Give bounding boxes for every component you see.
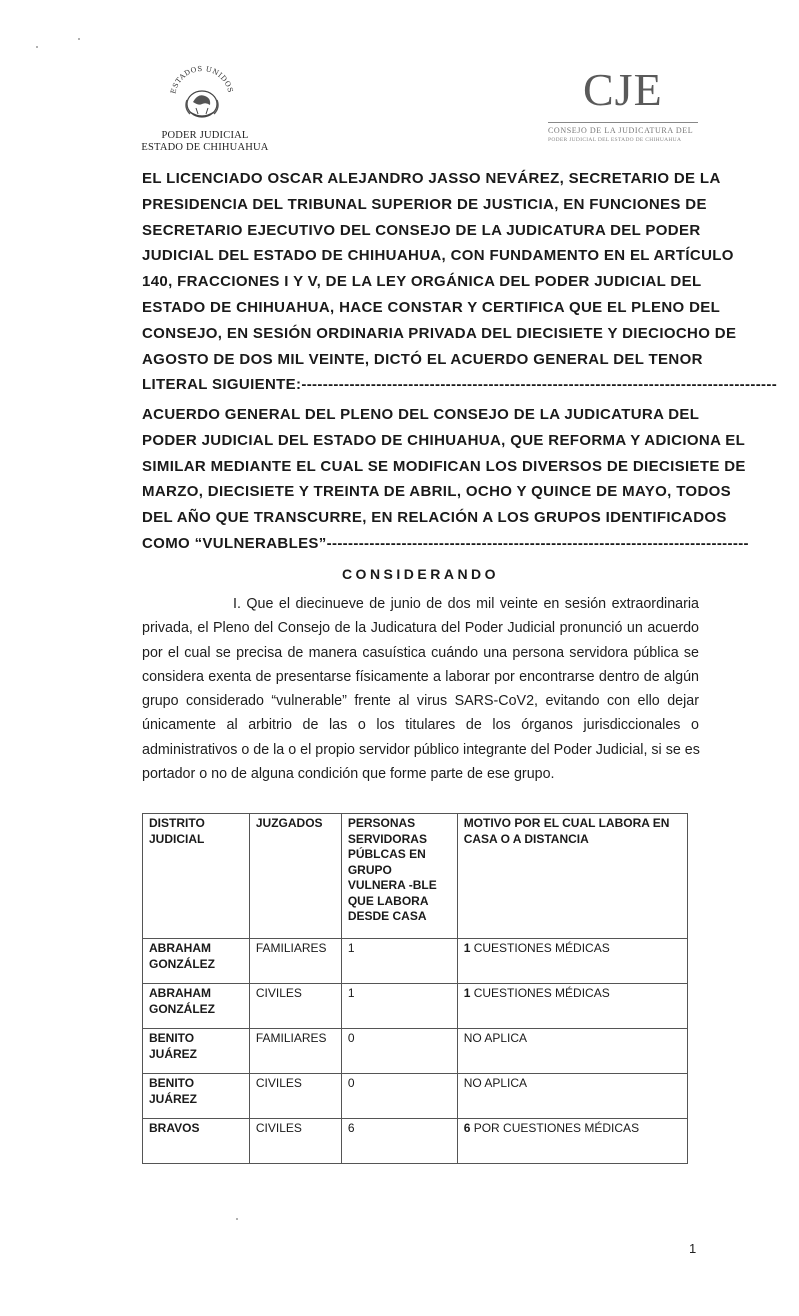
paragraph-line: considera exenta de presentarse físicamente a laborar por encontrarse dentro de algún bbox=[142, 668, 699, 685]
cje-logo-subtitle: CONSEJO DE LA JUDICATURA DEL bbox=[548, 126, 694, 135]
table-row bbox=[143, 939, 688, 984]
court-cell: FAMILIARES bbox=[249, 1029, 341, 1074]
reason-cell bbox=[457, 1074, 687, 1119]
reason-text: POR CUESTIONES MÉDICAS bbox=[470, 1121, 640, 1135]
certification-line: JUDICIAL DEL ESTADO DE CHIHUAHUA, CON FUNDAMENTO EN EL ARTÍCULO bbox=[142, 247, 734, 265]
institution-name bbox=[130, 130, 280, 154]
district-cell: BENITO JUÁREZ bbox=[143, 1029, 250, 1074]
reason-cell bbox=[457, 984, 687, 1029]
paragraph-line: grupo considerado “vulnerable” frente al virus SARS-CoV2, evitando con ello dejar bbox=[142, 693, 699, 710]
paragraph-line: administrativos o de la o el propio servidor público integrante del Poder Judicial, si se es bbox=[142, 741, 700, 758]
district-cell: ABRAHAM GONZÁLEZ bbox=[143, 939, 250, 984]
paragraph-line: por el cual se precisa de manera casuística cuándo una persona servidora pública se bbox=[142, 644, 699, 661]
count-cell: 0 bbox=[341, 1074, 457, 1119]
vulnerable-staff-table bbox=[142, 813, 688, 1164]
mexican-coat-of-arms-seal bbox=[163, 60, 241, 130]
table-header-row bbox=[143, 814, 688, 939]
count-cell: 6 bbox=[341, 1119, 457, 1164]
column-header-staff-count: PERSONAS SERVIDORAS PÚBLCAS EN GRUPO VULNERA -BLE QUE LABORA DESDE CASA bbox=[341, 814, 457, 939]
table-row bbox=[143, 1029, 688, 1074]
reason-cell bbox=[457, 939, 687, 984]
reason-cell bbox=[457, 1029, 687, 1074]
count-cell: 1 bbox=[341, 984, 457, 1029]
count-cell: 1 bbox=[341, 939, 457, 984]
certification-line: ESTADO DE CHIHUAHUA, HACE CONSTAR Y CERTIFICA QUE EL PLENO DEL bbox=[142, 298, 721, 316]
reason-text: CUESTIONES MÉDICAS bbox=[470, 986, 610, 1000]
table-row bbox=[143, 984, 688, 1029]
table-row bbox=[143, 1074, 688, 1119]
institution-line-2: ESTADO DE CHIHUAHUA bbox=[141, 142, 269, 153]
reason-count: 1 bbox=[463, 986, 471, 1000]
column-header-courts: JUZGADOS bbox=[249, 814, 341, 939]
agreement-line: DEL AÑO QUE TRANSCURRE, EN RELACIÓN A LOS GRUPOS IDENTIFICADOS bbox=[142, 509, 727, 527]
column-header-district: DISTRITO JUDICIAL bbox=[143, 814, 250, 939]
scan-speck bbox=[36, 46, 38, 48]
paragraph-line: únicamente al arbitrio de las o los titulares de los órganos jurisdiccionales o bbox=[142, 717, 699, 734]
section-heading: CONSIDERANDO bbox=[341, 566, 500, 582]
district-cell: BENITO JUÁREZ bbox=[143, 1074, 250, 1119]
certification-line: CONSEJO, EN SESIÓN ORDINARIA PRIVADA DEL DIECISIETE Y DIECIOCHO DE bbox=[142, 324, 737, 342]
column-header-reason: MOTIVO POR EL CUAL LABORA EN CASA O A DISTANCIA bbox=[457, 814, 687, 939]
reason-text: CUESTIONES MÉDICAS bbox=[470, 941, 610, 955]
page-number: 1 bbox=[689, 1241, 697, 1256]
reason-text: NO APLICA bbox=[463, 1031, 528, 1045]
agreement-title bbox=[142, 402, 749, 557]
logo-divider bbox=[548, 122, 698, 123]
certification-paragraph bbox=[142, 166, 778, 398]
reason-cell bbox=[457, 1119, 687, 1164]
scan-speck bbox=[78, 38, 80, 40]
certification-line: EL LICENCIADO OSCAR ALEJANDRO JASSO NEVÁREZ, SECRETARIO DE LA bbox=[142, 170, 721, 187]
paragraph-line: portador o no de alguna condición que forme parte de ese grupo. bbox=[142, 766, 555, 783]
reason-text: NO APLICA bbox=[463, 1076, 528, 1090]
cje-logo-subtitle-small: PODER JUDICIAL DEL ESTADO DE CHIHUAHUA bbox=[548, 137, 682, 143]
district-cell: ABRAHAM GONZÁLEZ bbox=[143, 984, 250, 1029]
certification-line: LITERAL SIGUIENTE:----------------------------------------------------------------------------------------- bbox=[142, 376, 778, 394]
considerando-paragraph bbox=[142, 592, 699, 786]
reason-count: 6 bbox=[463, 1121, 471, 1135]
count-cell: 0 bbox=[341, 1029, 457, 1074]
certification-line: SECRETARIO EJECUTIVO DEL CONSEJO DE LA JUDICATURA DEL PODER bbox=[142, 221, 701, 239]
svg-text:ESTADOS UNIDOS MEXICANOS: ESTADOS UNIDOS bbox=[169, 64, 235, 95]
agreement-line: MARZO, DIECISIETE Y TREINTA DE ABRIL, OCHO Y QUINCE DE MAYO, TODOS bbox=[142, 483, 732, 501]
scan-speck bbox=[236, 1218, 238, 1220]
certification-line: AGOSTO DE DOS MIL VEINTE, DICTÓ EL ACUERDO GENERAL DEL TENOR bbox=[142, 350, 703, 368]
agreement-line: PODER JUDICIAL DEL ESTADO DE CHIHUAHUA, QUE REFORMA Y ADICIONA EL bbox=[142, 431, 746, 449]
table-row bbox=[143, 1119, 688, 1164]
agreement-line: SIMILAR MEDIANTE EL CUAL SE MODIFICAN LOS DIVERSOS DE DIECISIETE DE bbox=[142, 457, 746, 475]
court-cell: CIVILES bbox=[249, 1074, 341, 1119]
agreement-line: COMO “VULNERABLES”------------------------------------------------------------------------------- bbox=[142, 534, 749, 552]
court-cell: CIVILES bbox=[249, 1119, 341, 1164]
court-cell: CIVILES bbox=[249, 984, 341, 1029]
reason-count: 1 bbox=[463, 941, 471, 955]
district-cell: BRAVOS bbox=[143, 1119, 250, 1164]
certification-line: PRESIDENCIA DEL TRIBUNAL SUPERIOR DE JUSTICIA, EN FUNCIONES DE bbox=[142, 195, 707, 213]
paragraph-line: privada, el Pleno del Consejo de la Judicatura del Poder Judicial pronunció un acuerdo bbox=[142, 620, 699, 637]
cje-logo: CJE bbox=[583, 64, 663, 115]
paragraph-line: I. Que el diecinueve de junio de dos mil veinte en sesión extraordinaria bbox=[233, 596, 699, 612]
agreement-line: ACUERDO GENERAL DEL PLENO DEL CONSEJO DE LA JUDICATURA DEL bbox=[142, 406, 700, 423]
institution-line-1: PODER JUDICIAL bbox=[161, 130, 249, 141]
certification-line: 140, FRACCIONES I Y V, DE LA LEY ORGÁNICA DEL PODER JUDICIAL DEL bbox=[142, 273, 702, 291]
court-cell: FAMILIARES bbox=[249, 939, 341, 984]
